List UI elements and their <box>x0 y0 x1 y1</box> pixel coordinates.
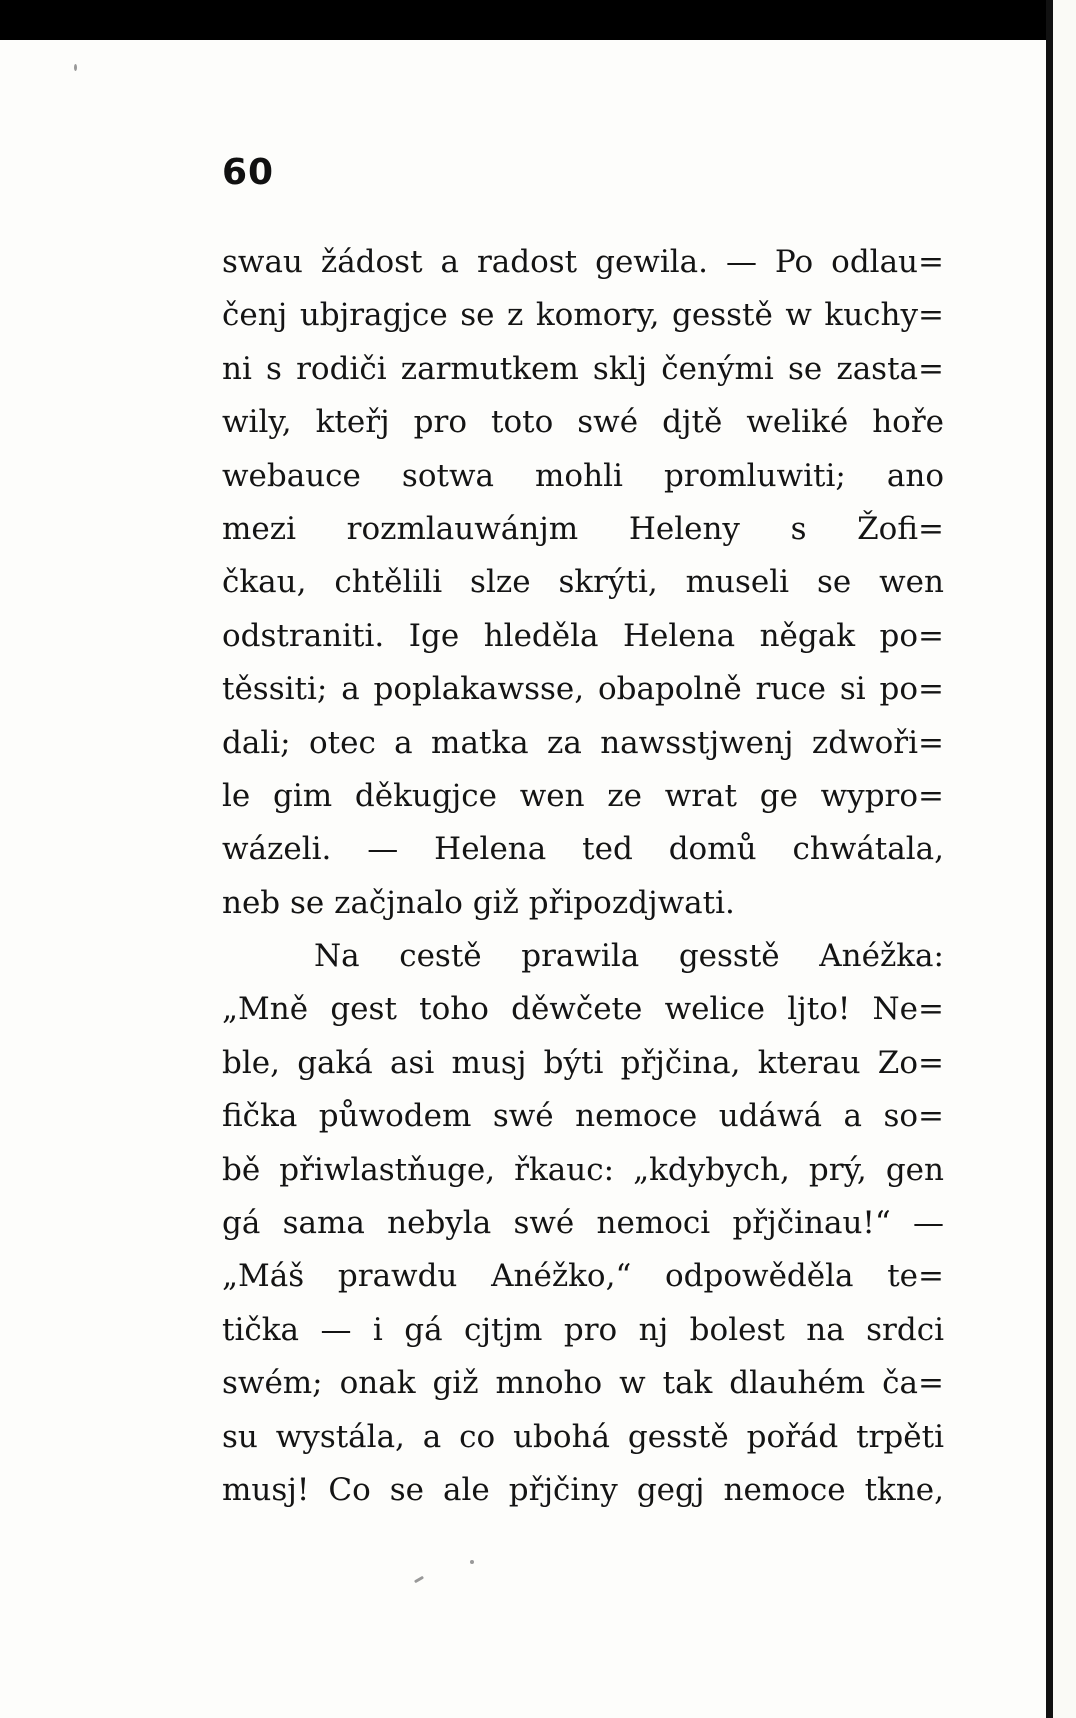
text-line: bě přiwlastňuge, řkauc: „kdybych, prý, gen <box>222 1151 944 1188</box>
text-line: mezi rozmlauwánjm Heleny s Žofi= <box>222 510 944 547</box>
text-line: le gim děkugjce wen ze wrat ge wypro= <box>222 777 944 814</box>
text-line: fička půwodem swé nemoce udáwá a so= <box>222 1098 944 1135</box>
text-line: su wystála, a co ubohá gesstě pořád trpěti <box>222 1418 944 1455</box>
text-line: tička — i gá cjtjm pro nj bolest na srdci <box>222 1311 944 1348</box>
next-page-edge <box>1053 0 1076 1718</box>
text-line: swau žádost a radost gewila. — Po odlau= <box>222 244 944 280</box>
text-line: wily, kteřj pro toto swé djtě weliké hoře <box>222 404 944 441</box>
text-line: „Mně gest toho děwčete welice ljto! Ne= <box>222 991 944 1028</box>
text-line: čkau, chtělili slze skrýti, museli se wen <box>222 564 944 601</box>
text-line: webauce sotwa mohli promluwiti; ano <box>222 457 944 494</box>
page-number: 60 <box>222 152 275 193</box>
paper-speck <box>470 1560 474 1564</box>
text-line: čenj ubjragjce se z komory, gesstě w kuchy= <box>222 297 944 334</box>
text-line: ble, gaká asi musj býti přjčina, kterau Zo= <box>222 1044 944 1081</box>
body-text <box>222 236 944 1517</box>
text-line: ni s rodiči zarmutkem sklj čenými se zasta= <box>222 350 944 387</box>
text-line: wázeli. — Helena ted domů chwátala, <box>222 831 944 868</box>
scan-top-border <box>0 0 1046 42</box>
paragraph-first-line: Na cestě prawila gesstě Anéžka: <box>314 938 944 975</box>
paper-speck <box>74 64 77 71</box>
text-line: gá sama nebyla swé nemoci přjčinau!“ — <box>222 1205 944 1242</box>
text-line: těssiti; a poplakawsse, obapolně ruce si po= <box>222 671 944 708</box>
text-line: odstraniti. Ige hleděla Helena něgak po= <box>222 617 944 654</box>
text-line: musj! Co se ale přjčiny gegj nemoce tkne, <box>222 1471 944 1508</box>
text-line: swém; onak giž mnoho w tak dlauhém ča= <box>222 1365 944 1402</box>
text-line: „Máš prawdu Anéžko,“ odpowěděla te= <box>222 1258 944 1295</box>
text-line: dali; otec a matka za nawsstjwenj zdwoři= <box>222 724 944 761</box>
text-line: neb se začjnalo giž připozdjwati. <box>222 884 735 921</box>
